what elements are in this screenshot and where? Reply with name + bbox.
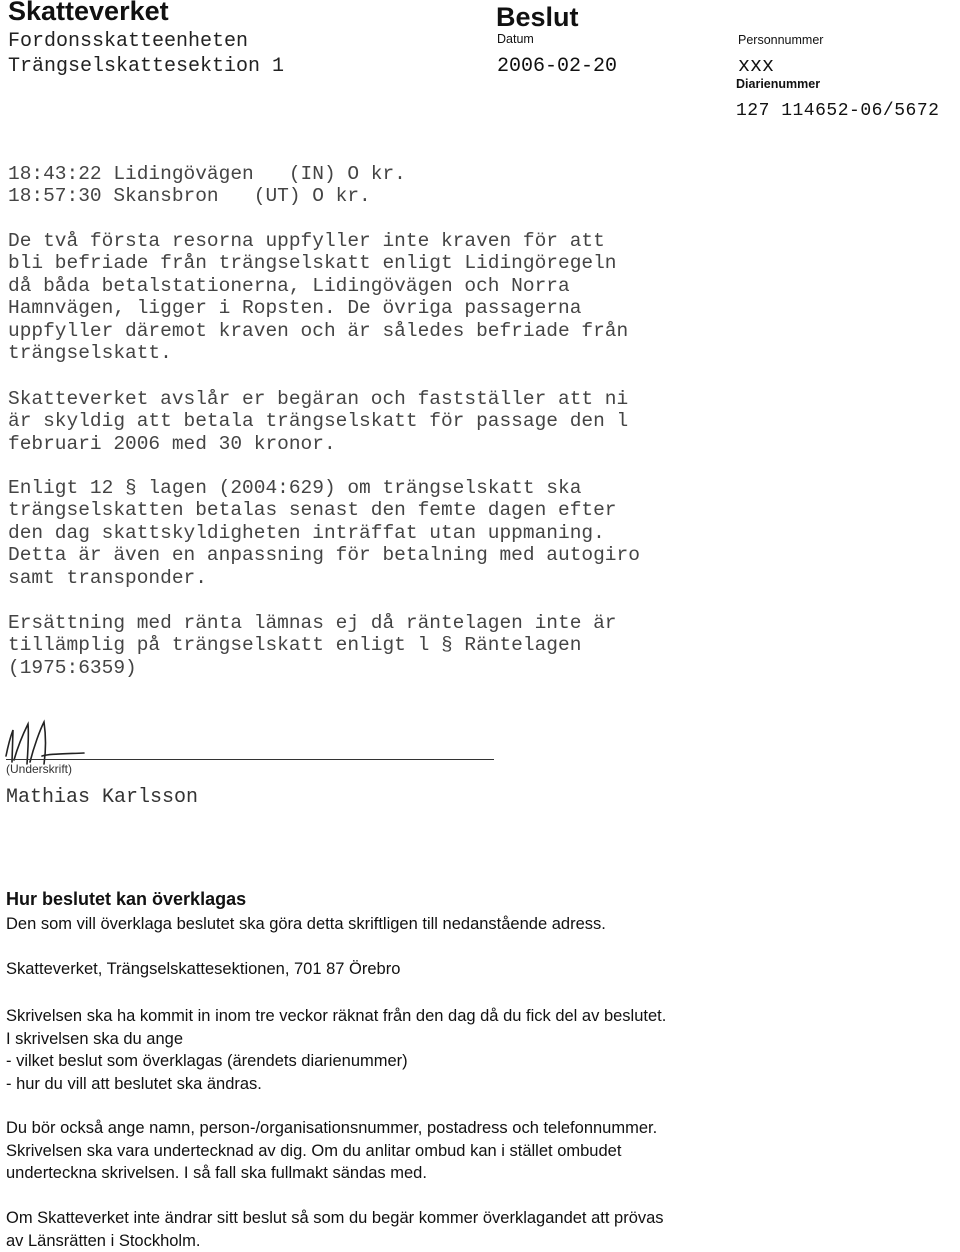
department-line: Fordonsskatteenheten: [8, 29, 284, 54]
passage-line: 18:57:30 Skansbron (UT) O kr.: [8, 185, 406, 207]
section-line: Trängselskattesektion 1: [8, 54, 284, 79]
text-line: av Länsrätten i Stockholm.: [6, 1230, 664, 1252]
text-line: Ersättning med ränta lämnas ej då räntelagen inte är: [8, 612, 617, 634]
text-line: Enligt 12 § lagen (2004:629) om trängselskatt ska: [8, 477, 640, 499]
text-line: De två första resorna uppfyller inte kraven för att: [8, 230, 628, 252]
text-line: Detta är även en anpassning för betalning med autogiro: [8, 544, 640, 566]
appeal-heading: Hur beslutet kan överklagas: [6, 889, 246, 910]
personal-number-label: Personnummer: [738, 33, 823, 47]
appeal-address: [6, 958, 400, 981]
decision-reasoning-paragraph: [8, 230, 628, 364]
text-line: underteckna skrivelsen. I så fall ska fullmakt sändas med.: [6, 1162, 657, 1185]
document-type: Beslut: [496, 2, 579, 33]
appeal-contact-info: [6, 1117, 657, 1185]
text-line: uppfyller däremot kraven och är således befriade från: [8, 320, 628, 342]
appeal-requirements: [6, 1005, 666, 1095]
department-block: [8, 29, 284, 79]
passage-line: 18:43:22 Lidingövägen (IN) O kr.: [8, 163, 406, 185]
text-line: trängselskatten betalas senast den femte dagen efter: [8, 499, 640, 521]
text-line: trängselskatt.: [8, 342, 628, 364]
organization-name: Skatteverket: [8, 0, 169, 27]
case-number-value: 127 114652-06/5672: [736, 101, 939, 121]
text-line: Du bör också ange namn, person-/organisationsnummer, postadress och telefonnummer.: [6, 1117, 657, 1140]
text-line: Den som vill överklaga beslutet ska göra detta skriftligen till nedanstående adress.: [6, 913, 606, 936]
list-item: - vilket beslut som överklagas (ärendets diarienummer): [6, 1050, 666, 1073]
text-line: Skrivelsen ska ha kommit in inom tre veckor räknat från den dag då du fick del av beslutet.: [6, 1005, 666, 1028]
list-item: - hur du vill att beslutet ska ändras.: [6, 1073, 666, 1096]
passage-list: [8, 163, 406, 208]
text-line: (1975:6359): [8, 657, 617, 679]
signer-name: Mathias Karlsson: [6, 786, 198, 809]
text-line: Skatteverket avslår er begäran och fastställer att ni: [8, 388, 628, 410]
text-line: då båda betalstationerna, Lidingövägen och Norra: [8, 275, 628, 297]
text-line: Om Skatteverket inte ändrar sitt beslut så som du begär kommer överklagandet att prövas: [6, 1207, 664, 1230]
case-number-label: Diarienummer: [736, 77, 820, 91]
legal-basis-paragraph: [8, 477, 640, 589]
text-line: är skyldig att betala trängselskatt för passage den l: [8, 410, 628, 432]
interest-paragraph: [8, 612, 617, 679]
text-line: februari 2006 med 30 kronor.: [8, 433, 628, 455]
text-line: den dag skattskyldigheten inträffat utan uppmaning.: [8, 522, 640, 544]
appeal-court-info: [6, 1207, 664, 1252]
personal-number-value: xxx: [738, 55, 774, 78]
text-line: Hamnvägen, ligger i Ropsten. De övriga passagerna: [8, 297, 628, 319]
appeal-intro: [6, 913, 606, 936]
date-label: Datum: [497, 32, 534, 46]
text-line: bli befriade från trängselskatt enligt Lidingöregeln: [8, 252, 628, 274]
text-line: Skrivelsen ska vara undertecknad av dig. Om du anlitar ombud kan i stället ombudet: [6, 1140, 657, 1163]
text-line: Skatteverket, Trängselskattesektionen, 701 87 Örebro: [6, 958, 400, 981]
decision-paragraph: [8, 388, 628, 455]
text-line: I skrivelsen ska du ange: [6, 1028, 666, 1051]
signature-line: [6, 759, 494, 760]
date-value: 2006-02-20: [497, 55, 617, 78]
signature-label: (Underskrift): [6, 762, 72, 776]
text-line: tillämplig på trängselskatt enligt l § Räntelagen: [8, 634, 617, 656]
text-line: samt transponder.: [8, 567, 640, 589]
